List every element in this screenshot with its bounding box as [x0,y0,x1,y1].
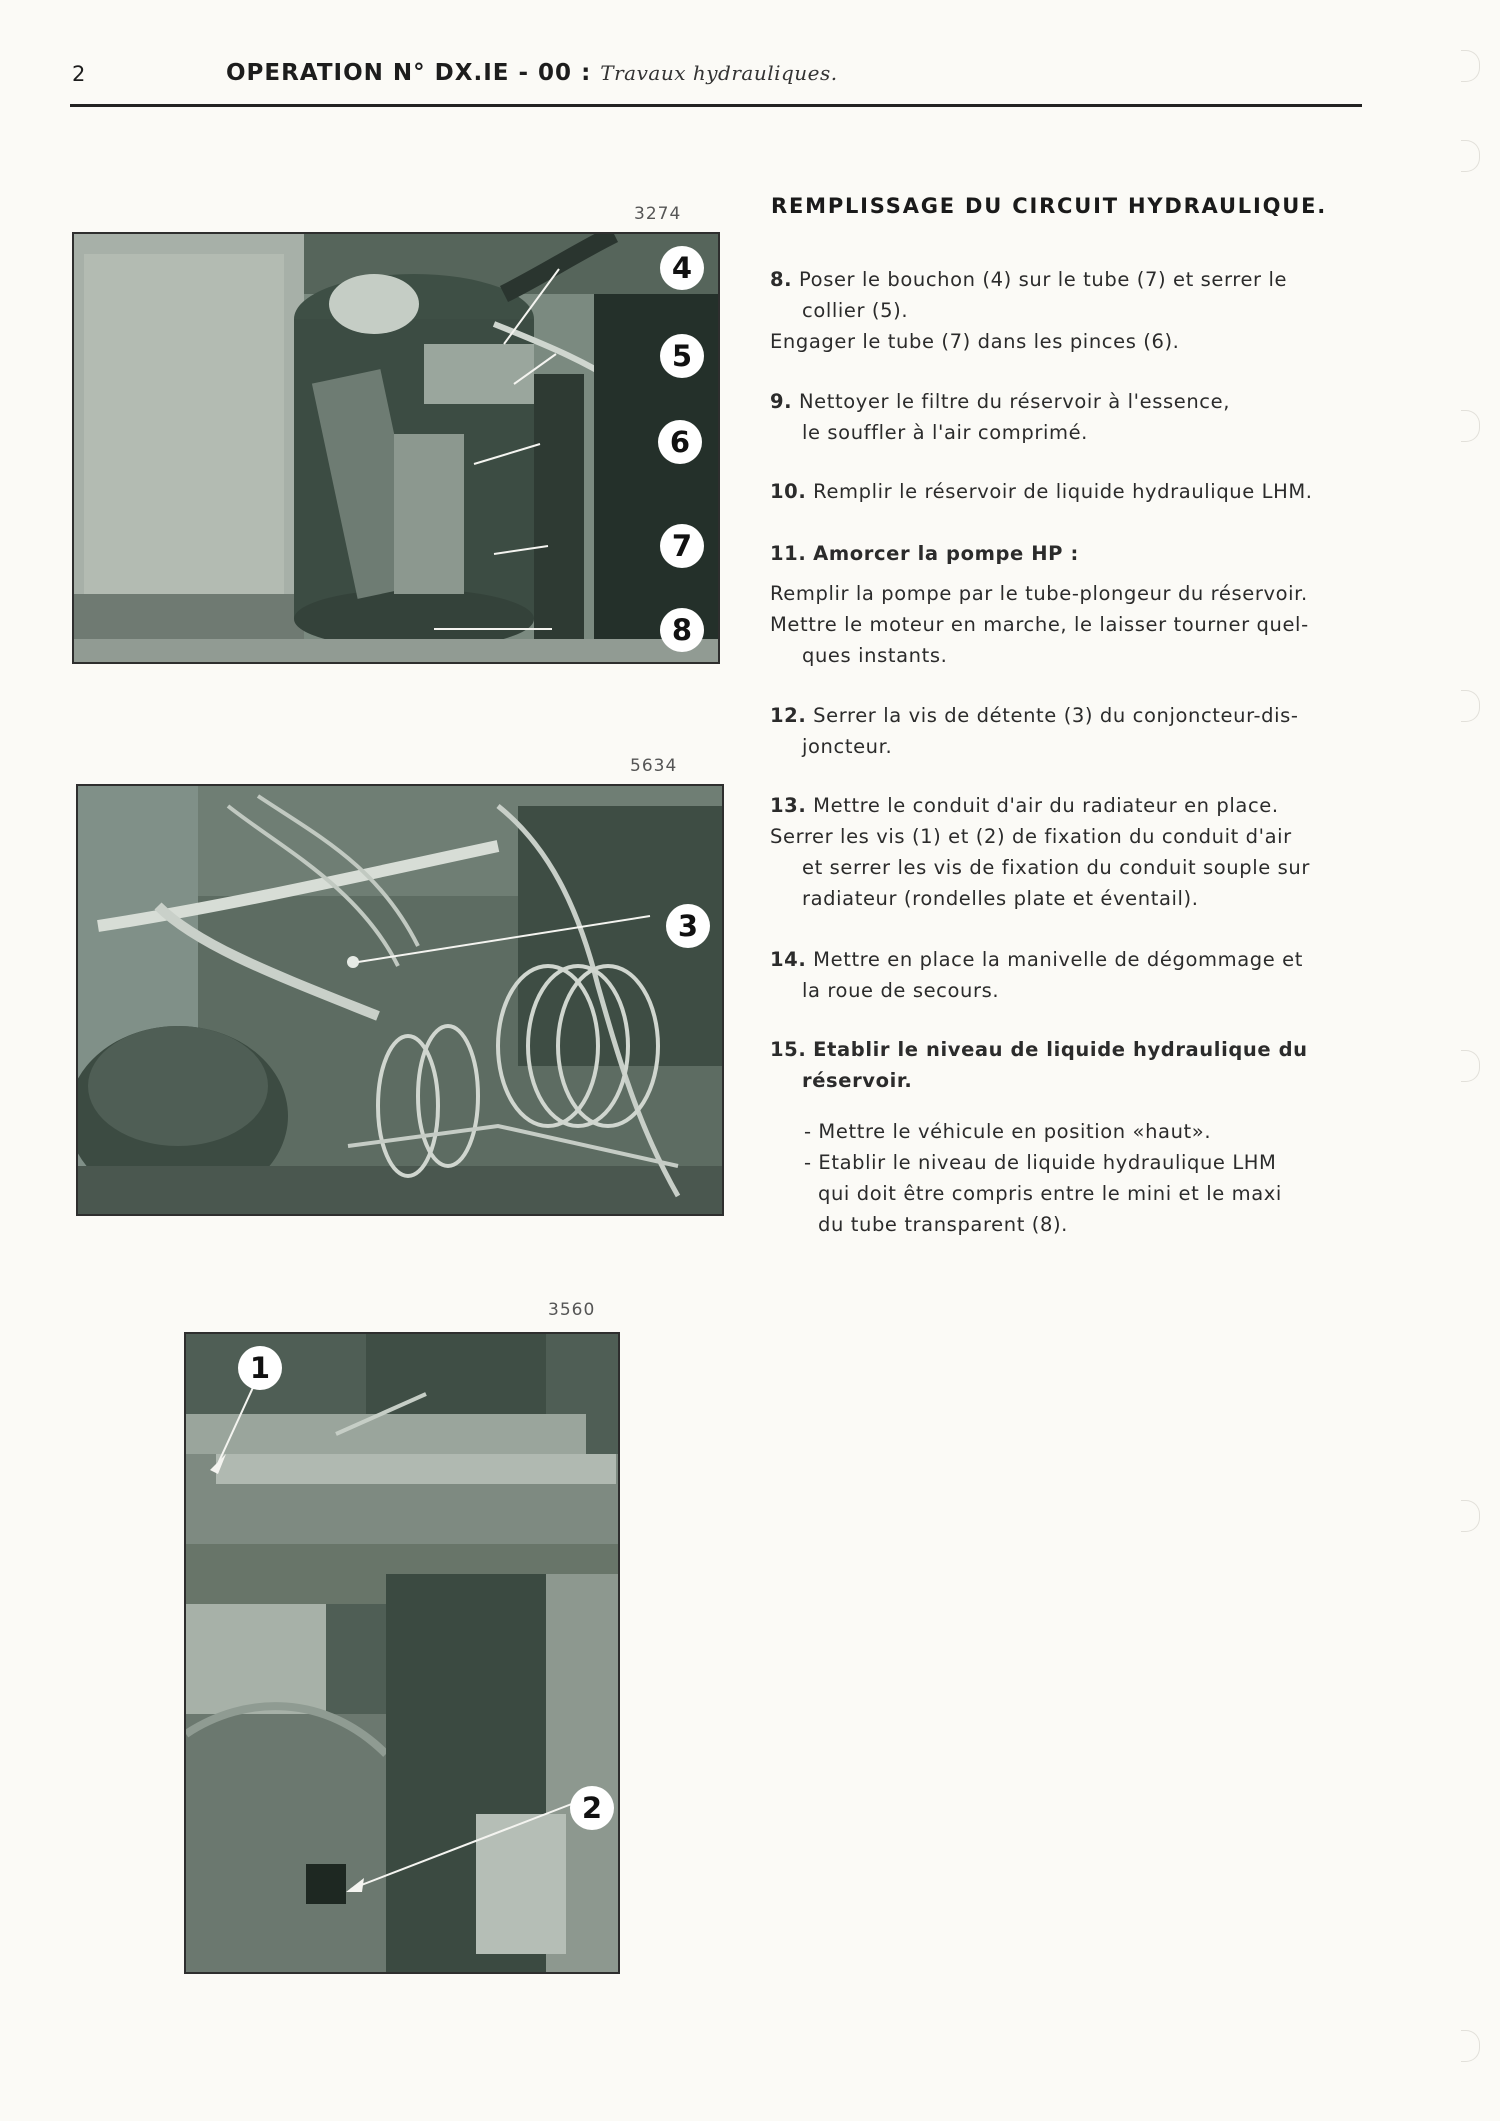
step-number: 11. [770,542,807,565]
step-15-bullets [804,1116,1374,1240]
step-number: 13. [770,794,807,817]
figure-number: 3560 [548,1300,596,1320]
step-line: ques instants. [802,644,948,667]
step-line: Mettre en place la manivelle de dégommage et [813,948,1303,971]
callout-4: 4 [660,246,704,290]
step-number: 14. [770,948,807,971]
step-line: Remplir la pompe par le tube-plongeur du réservoir. [770,582,1308,605]
operation-code: OPERATION N° DX.IE - 00 : [226,60,592,86]
step-title: Etablir le niveau de liquide hydraulique du [813,1038,1308,1061]
step-line: joncteur. [802,735,893,758]
step-line: la roue de secours. [802,979,1000,1002]
bullet-line: - Mettre le véhicule en position «haut». [804,1120,1212,1143]
callout-3: 3 [666,904,710,948]
step-8 [770,264,1370,357]
step-12 [770,700,1370,762]
step-line: et serrer les vis de fixation du conduit souple sur [802,856,1310,879]
bullet-line: du tube transparent (8). [818,1213,1068,1236]
photo-hydraulic-reservoir [72,232,720,664]
figure-number: 3274 [634,204,682,224]
photo-engine-bay-regulator [76,784,724,1216]
step-title: Amorcer la pompe HP : [813,542,1079,565]
step-number: 8. [770,268,793,291]
step-line: Remplir le réservoir de liquide hydraulique LHM. [813,480,1313,503]
binder-hole-mark [1461,2030,1480,2062]
step-11-body [770,578,1370,671]
step-line: radiateur (rondelles plate et éventail). [802,887,1199,910]
callout-1: 1 [238,1346,282,1390]
step-title-continued: réservoir. [802,1069,913,1092]
binder-hole-mark [1461,140,1480,172]
binder-hole-mark [1461,410,1480,442]
step-line: collier (5). [802,299,909,322]
bullet-line: - Etablir le niveau de liquide hydraulique LHM [804,1151,1277,1174]
step-line: Engager le tube (7) dans les pinces (6). [770,330,1180,353]
callout-7: 7 [660,524,704,568]
step-number: 9. [770,390,793,413]
bullet-line: qui doit être compris entre le mini et le maxi [818,1182,1282,1205]
figure-number: 5634 [630,756,678,776]
step-number: 10. [770,480,807,503]
callout-5: 5 [660,334,704,378]
binder-hole-mark [1461,1500,1480,1532]
binder-hole-mark [1461,690,1480,722]
step-line: Mettre le moteur en marche, le laisser tourner quel- [770,613,1309,636]
step-line: Serrer la vis de détente (3) du conjoncteur-dis- [813,704,1299,727]
step-line: Serrer les vis (1) et (2) de fixation du conduit d'air [770,825,1292,848]
step-number: 15. [770,1038,807,1061]
step-line: Poser le bouchon (4) sur le tube (7) et serrer le [799,268,1288,291]
photo-air-duct-fixings [184,1332,620,1974]
operation-subtitle: Travaux hydrauliques. [600,61,838,85]
step-13 [770,790,1370,914]
header-rule [70,104,1362,107]
step-14 [770,944,1370,1006]
callout-6: 6 [658,420,702,464]
step-line: Nettoyer le filtre du réservoir à l'essence, [799,390,1231,413]
step-10 [770,476,1370,507]
page-number: 2 [72,62,86,86]
operation-title [226,60,838,86]
binder-hole-mark [1461,1050,1480,1082]
step-15 [770,1034,1370,1096]
callout-8: 8 [660,608,704,652]
section-title: REMPLISSAGE DU CIRCUIT HYDRAULIQUE. [771,194,1328,218]
step-11 [770,538,1370,569]
callout-2: 2 [570,1786,614,1830]
step-number: 12. [770,704,807,727]
step-line: Mettre le conduit d'air du radiateur en place. [813,794,1279,817]
step-line: le souffler à l'air comprimé. [802,421,1088,444]
binder-hole-mark [1461,50,1480,82]
step-9 [770,386,1370,448]
